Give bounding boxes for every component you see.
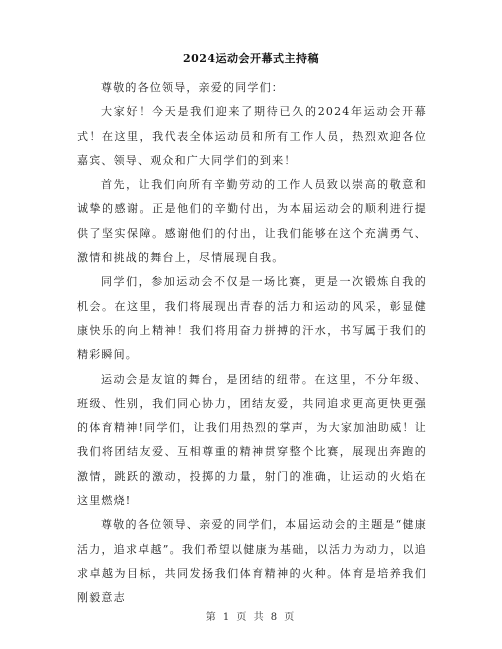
friendship-paragraph: 运动会是友谊的舞台，是团结的纽带。在这里，不分年级、班级、性别，我们同心协力，团结友爱，共同追求更高更快更强的体育精神!同学们，让我们用热烈的掌声，为大家加油助威！让我们将团结友爱、互相尊重的精神贯穿整个比赛，展现出奔跑的激情，跳跃的激动，投掷的力量，射门的准确，让运动的火焰在这里燃烧! (77, 372, 427, 508)
thanks-paragraph: 首先，让我们向所有辛勤劳动的工作人员致以崇高的敬意和诚挚的感谢。正是他们的辛勤付出，为本届运动会的顺利进行提供了坚实保障。感谢他们的付出，让我们能够在这个充满勇气、激情和挑战的舞台上，尽情展现自我。 (77, 178, 427, 265)
opportunity-paragraph: 同学们，参加运动会不仅是一场比赛，更是一次锻炼自我的机会。在这里，我们将展现出青春的活力和运动的风采，彰显健康快乐的向上精神！我们将用奋力拼搏的汗水，书写属于我们的精彩瞬间。 (77, 275, 427, 362)
page-number-footer: 第 1 页 共 8 页 (205, 612, 297, 623)
document-body (77, 76, 427, 611)
greeting-paragraph: 大家好！今天是我们迎来了期待已久的2024年运动会开幕式！在这里，我代表全体运动员和所有工作人员，热烈欢迎各位嘉宾、领导、观众和广大同学们的到来！ (77, 105, 427, 167)
theme-paragraph: 尊敬的各位领导、亲爱的同学们，本届运动会的主题是“健康活力，追求卓越”。我们希望以健康为基础，以活力为动力，以追求卓越为目标，共同发扬我们体育精神的火种。体育是培养我们刚毅意志 (77, 518, 427, 605)
salutation-paragraph: 尊敬的各位领导，亲爱的同学们： (101, 81, 284, 94)
document-title: 2024运动会开幕式主持稿 (182, 52, 320, 65)
